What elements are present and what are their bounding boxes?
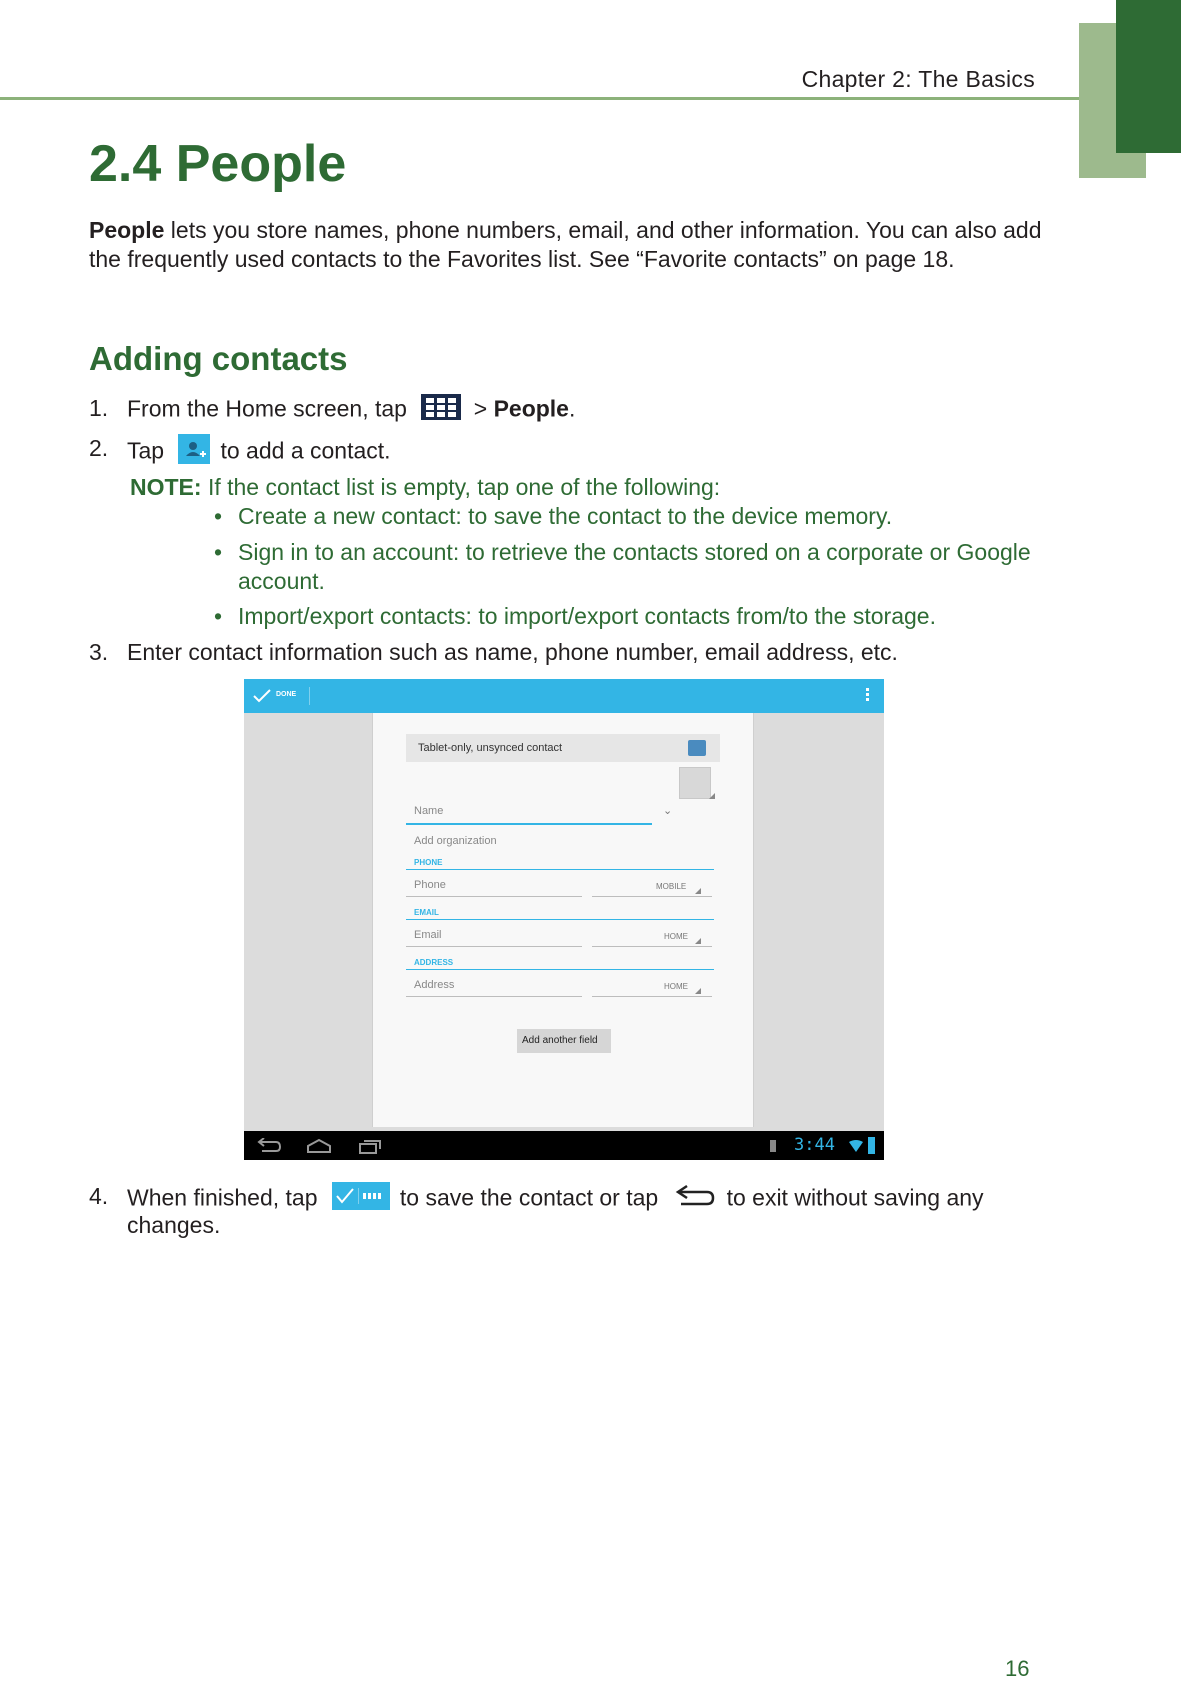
sd-card-icon — [770, 1140, 776, 1152]
intro-text: lets you store names, phone numbers, email, and other information. You can also add the frequently used contacts to the Favorites list. See “Favorite contacts” on page 18. — [89, 217, 1042, 272]
address-section-rule — [406, 969, 714, 970]
name-underline — [406, 823, 652, 825]
account-label: Tablet-only, unsynced contact — [418, 742, 563, 754]
account-bar — [406, 734, 720, 762]
done-button[interactable]: DONE — [276, 691, 297, 698]
address-underline — [406, 996, 582, 997]
step-text — [127, 394, 575, 427]
step-4-line2: changes. — [127, 1212, 221, 1238]
done-check-icon — [332, 1182, 390, 1217]
contact-photo[interactable] — [679, 767, 711, 799]
wifi-icon — [849, 1140, 863, 1152]
bullet-text: Sign in to an account: to retrieve the contacts stored on a corporate or Google account. — [238, 539, 1031, 594]
phone-field[interactable]: Phone — [414, 879, 446, 891]
account-icon — [688, 740, 706, 756]
step-1-pre: From the Home screen, tap — [127, 395, 407, 422]
intro-paragraph — [89, 216, 1049, 274]
action-bar-divider — [309, 687, 310, 705]
add-another-field-label: Add another field — [522, 1035, 598, 1046]
add-organization-link[interactable]: Add organization — [414, 835, 497, 847]
navigation-bar — [244, 1131, 884, 1160]
phone-type-select[interactable]: MOBILE — [656, 882, 687, 891]
address-type-underline — [592, 996, 712, 997]
header-rule — [0, 97, 1079, 100]
step-number: 1. — [89, 395, 109, 421]
step-4-mid: to save the contact or tap — [399, 1184, 659, 1211]
email-type-underline — [592, 946, 712, 947]
running-head: Chapter 2: The Basics — [801, 66, 1035, 92]
bullet-text: Import/export contacts: to import/export contacts from/to the storage. — [238, 603, 936, 629]
email-section-label: EMAIL — [414, 908, 439, 917]
step-1-bold: People — [493, 395, 569, 422]
spinner-corner-icon — [695, 888, 701, 894]
step-text — [127, 1182, 984, 1217]
apps-grid-icon — [421, 394, 461, 427]
bullet-text: Create a new contact: to save the contact to the device memory. — [238, 503, 893, 529]
contact-editor-screenshot — [244, 679, 884, 1160]
note — [130, 474, 720, 501]
address-field[interactable]: Address — [414, 979, 455, 991]
address-section-label: ADDRESS — [414, 958, 454, 967]
section-title: 2.4 People — [89, 135, 347, 193]
email-type-select[interactable]: HOME — [664, 932, 688, 941]
note-label: NOTE: — [130, 474, 202, 500]
bullet-dot: • — [214, 603, 223, 629]
chapter-tab-dark — [1116, 0, 1181, 153]
battery-icon — [868, 1137, 875, 1154]
step-number: 3. — [89, 639, 109, 665]
add-contact-icon — [178, 434, 210, 471]
spinner-corner-icon — [695, 938, 701, 944]
step-1-post: . — [568, 395, 576, 422]
step-1-gt: > — [467, 395, 494, 422]
add-another-field-button[interactable] — [517, 1029, 611, 1053]
bullet-dot: • — [214, 503, 223, 529]
done-check-icon[interactable] — [252, 687, 272, 705]
spinner-corner-icon — [695, 988, 701, 994]
phone-type-underline — [592, 896, 712, 897]
phone-section-label: PHONE — [414, 858, 443, 867]
chevron-down-icon[interactable]: ⌄ — [663, 805, 673, 817]
step-2-pre: Tap — [127, 437, 165, 464]
phone-underline — [406, 896, 582, 897]
back-nav-icon[interactable] — [256, 1138, 282, 1154]
step-text — [127, 434, 391, 471]
action-bar — [244, 679, 884, 713]
step-4-post: to exit without saving any — [726, 1184, 984, 1211]
clock: 3:44 — [794, 1135, 835, 1155]
step-2-post: to add a contact. — [220, 437, 391, 464]
step-number: 4. — [89, 1183, 109, 1209]
email-field[interactable]: Email — [414, 929, 442, 941]
address-type-select[interactable]: HOME — [664, 982, 688, 991]
recent-apps-icon[interactable] — [358, 1138, 382, 1154]
bullet-dot: • — [214, 539, 223, 565]
page-number: 16 — [1005, 1656, 1030, 1681]
subsection-title: Adding contacts — [89, 340, 348, 377]
phone-section-rule — [406, 869, 714, 870]
email-section-rule — [406, 919, 714, 920]
photo-corner-icon — [709, 793, 715, 799]
step-4-pre: When finished, tap — [127, 1184, 318, 1211]
home-nav-icon[interactable] — [306, 1138, 332, 1154]
overflow-menu-icon[interactable] — [866, 688, 870, 703]
name-field[interactable]: Name — [414, 805, 444, 817]
intro-bold: People — [89, 217, 165, 243]
contact-form — [372, 713, 754, 1127]
email-underline — [406, 946, 582, 947]
note-text: If the contact list is empty, tap one of the following: — [201, 474, 721, 500]
step-number: 2. — [89, 435, 109, 461]
step-text: Enter contact information such as name, phone number, email address, etc. — [127, 639, 898, 665]
back-arrow-icon — [673, 1182, 717, 1217]
